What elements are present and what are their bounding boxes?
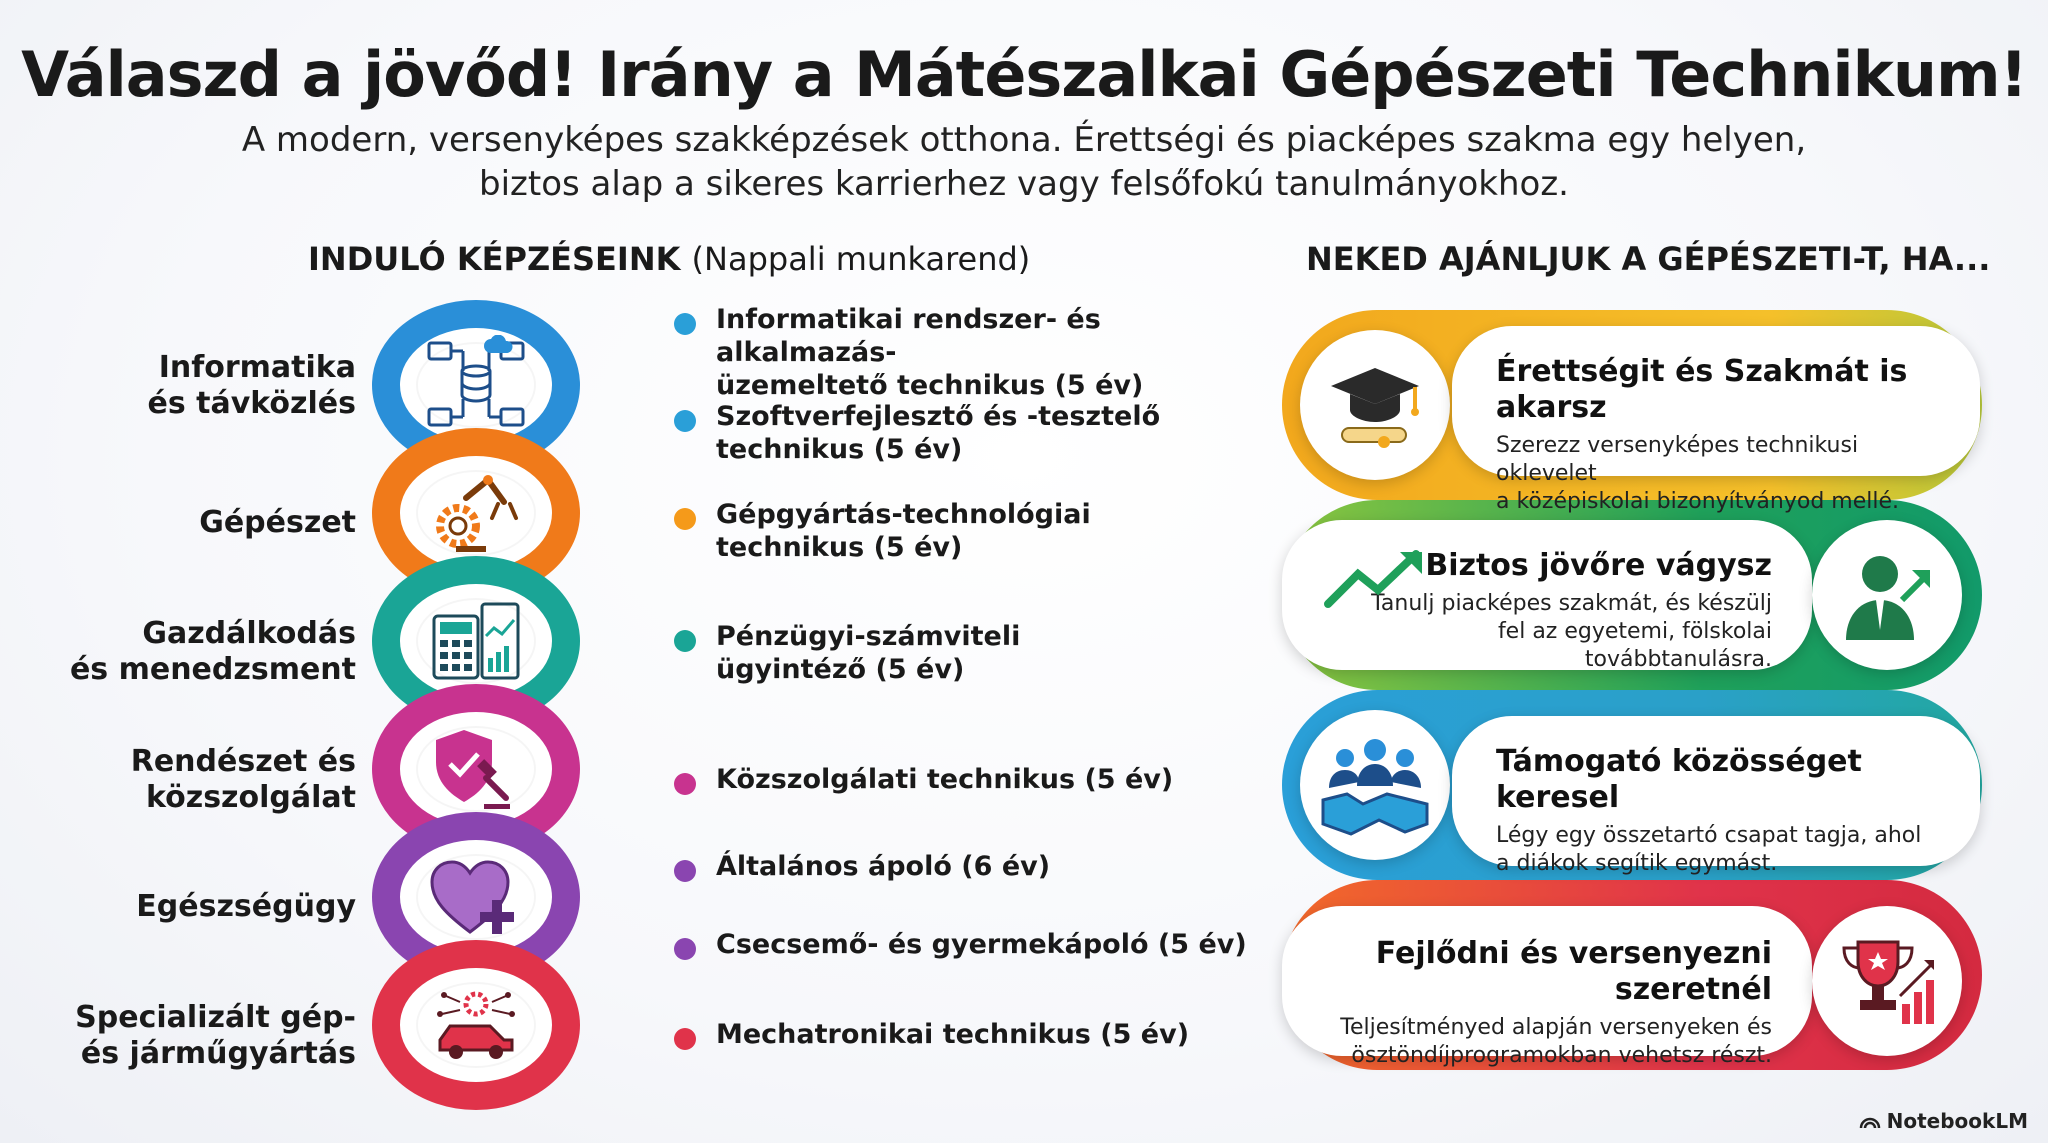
bullet-dot xyxy=(674,860,696,882)
category-label-line-1: Gépészet xyxy=(199,505,356,540)
calculator-chart-icon xyxy=(426,596,526,686)
bullet-dot xyxy=(674,773,696,795)
brand-label: NotebookLM xyxy=(1886,1109,2028,1133)
card-title: Fejlődni és versenyezni szeretnél xyxy=(1375,936,1772,1007)
category-rendeszet xyxy=(36,744,356,816)
notebooklm-logo-icon xyxy=(1859,1113,1881,1129)
brand-notebooklm xyxy=(1859,1109,2028,1133)
category-label-line-2: és járműgyártás xyxy=(80,1036,356,1071)
course-line-1: Mechatronikai technikus (5 év) xyxy=(716,1019,1190,1050)
graduation-cap-diploma-icon xyxy=(1320,350,1430,460)
bullet-dot xyxy=(674,630,696,652)
bullet-dot xyxy=(674,410,696,432)
category-label-line-1: Egészségügy xyxy=(136,889,356,924)
course-item xyxy=(716,498,1276,564)
card-text-line-1: Teljesítményed alapján versenyeken és xyxy=(1340,1015,1772,1040)
category-label-line-1: Specializált gép- xyxy=(75,1000,356,1035)
card-text-line-2: fel az egyetemi, fölskolai továbbtanulásra. xyxy=(1497,619,1772,672)
card-text xyxy=(1496,822,1950,878)
course-item xyxy=(716,850,1276,883)
card-text-line-1: Tanulj piacképes szakmát, és készülj xyxy=(1371,591,1772,616)
bullet-dot xyxy=(674,1028,696,1050)
card-text-line-1: Légy egy összetartó csapat tagja, ahol xyxy=(1496,823,1922,848)
car-gear-icon xyxy=(426,980,526,1070)
businessman-arrow-icon xyxy=(1832,540,1942,650)
course-item xyxy=(716,1018,1276,1051)
recommend-card-1 xyxy=(1452,326,1980,514)
bullet-dot xyxy=(674,508,696,530)
category-label-line-1: Gazdálkodás xyxy=(142,616,356,651)
recommend-card-4 xyxy=(1282,906,1812,1068)
category-chain xyxy=(372,300,582,1100)
course-line-1: Közszolgálati technikus (5 év) xyxy=(716,764,1174,795)
card-text-line-1: Szerezz versenyképes technikusi oklevelet xyxy=(1496,433,1859,486)
subtitle-line-1: A modern, versenyképes szakképzések otthona. Érettségi és piacképes szakma egy helyen, xyxy=(241,120,1807,160)
course-line-1: Pénzügyi-számviteli xyxy=(716,621,1021,652)
course-line-1: Csecsemő- és gyermekápoló (5 év) xyxy=(716,929,1247,960)
course-item xyxy=(716,620,1276,686)
card-text-line-2: a diákok segítik egymást. xyxy=(1496,851,1778,876)
course-item xyxy=(716,303,1276,402)
card-text xyxy=(1302,1014,1772,1070)
course-item xyxy=(716,763,1276,796)
course-line-1: Általános ápoló (6 év) xyxy=(716,851,1051,882)
icon-circle xyxy=(1300,710,1450,860)
page-title: Válaszd a jövőd! Irány a Mátészalkai Gépészeti Technikum! xyxy=(21,38,2027,111)
shield-gavel-icon xyxy=(426,724,526,814)
category-informatika xyxy=(36,350,356,422)
ring-specializalt xyxy=(372,940,580,1110)
category-specializalt xyxy=(36,1000,356,1072)
icon-circle xyxy=(1812,520,1962,670)
network-server-icon xyxy=(421,335,531,435)
page-subtitle xyxy=(0,118,2048,206)
recommend-card-3 xyxy=(1452,716,1980,876)
course-item xyxy=(716,400,1276,466)
icon-circle xyxy=(1812,906,1962,1056)
category-gazdalkodas xyxy=(36,616,356,688)
category-label-line-2: és menedzsment xyxy=(69,652,356,687)
courses-heading-normal: (Nappali munkarend) xyxy=(691,240,1031,278)
card-title: Érettségit és Szakmát is akarsz xyxy=(1496,354,1908,425)
course-line-1: Informatikai rendszer- és alkalmazás- xyxy=(716,304,1101,368)
category-label-line-1: Rendészet és xyxy=(130,744,356,779)
recommend-card-2 xyxy=(1282,520,1812,670)
subtitle-line-2: biztos alap a sikeres karrierhez vagy felsőfokú tanulmányokhoz. xyxy=(479,164,1569,204)
category-label-line-2: és távközlés xyxy=(147,386,356,421)
trophy-chart-icon xyxy=(1832,926,1942,1036)
courses-heading-bold: INDULÓ KÉPZÉSEINK xyxy=(308,240,681,278)
course-line-1: Szoftverfejlesztő és -tesztelő xyxy=(716,401,1161,432)
course-line-2: technikus (5 év) xyxy=(716,532,963,563)
category-label-line-1: Informatika xyxy=(158,350,356,385)
course-line-2: üzemeltető technikus (5 év) xyxy=(716,370,1144,401)
course-line-2: ügyintéző (5 év) xyxy=(716,654,965,685)
card-text-line-2: a középiskolai bizonyítványod mellé. xyxy=(1496,489,1900,514)
course-line-2: technikus (5 év) xyxy=(716,434,963,465)
card-text-line-2: ösztöndíjprogramokban vehetsz részt. xyxy=(1351,1043,1772,1068)
card-title: Biztos jövőre vágysz xyxy=(1425,548,1772,583)
course-line-1: Gépgyártás-technológiai xyxy=(716,499,1091,530)
course-item xyxy=(716,928,1276,961)
team-handshake-icon xyxy=(1315,730,1435,840)
bullet-dot xyxy=(674,313,696,335)
recommend-heading: NEKED AJÁNLJUK A GÉPÉSZETI-T, HA... xyxy=(1306,240,1991,278)
card-title: Támogató közösséget keresel xyxy=(1496,744,1862,815)
trend-arrow-icon xyxy=(1322,544,1432,614)
heart-plus-icon xyxy=(426,852,526,942)
icon-circle xyxy=(1300,330,1450,480)
card-text xyxy=(1496,432,1950,516)
category-gepeszet xyxy=(36,505,356,541)
category-egeszsegugy xyxy=(36,889,356,925)
courses-heading xyxy=(308,240,1030,278)
robot-arm-gear-icon xyxy=(426,468,526,558)
category-label-line-2: közszolgálat xyxy=(145,780,356,815)
bullet-dot xyxy=(674,938,696,960)
